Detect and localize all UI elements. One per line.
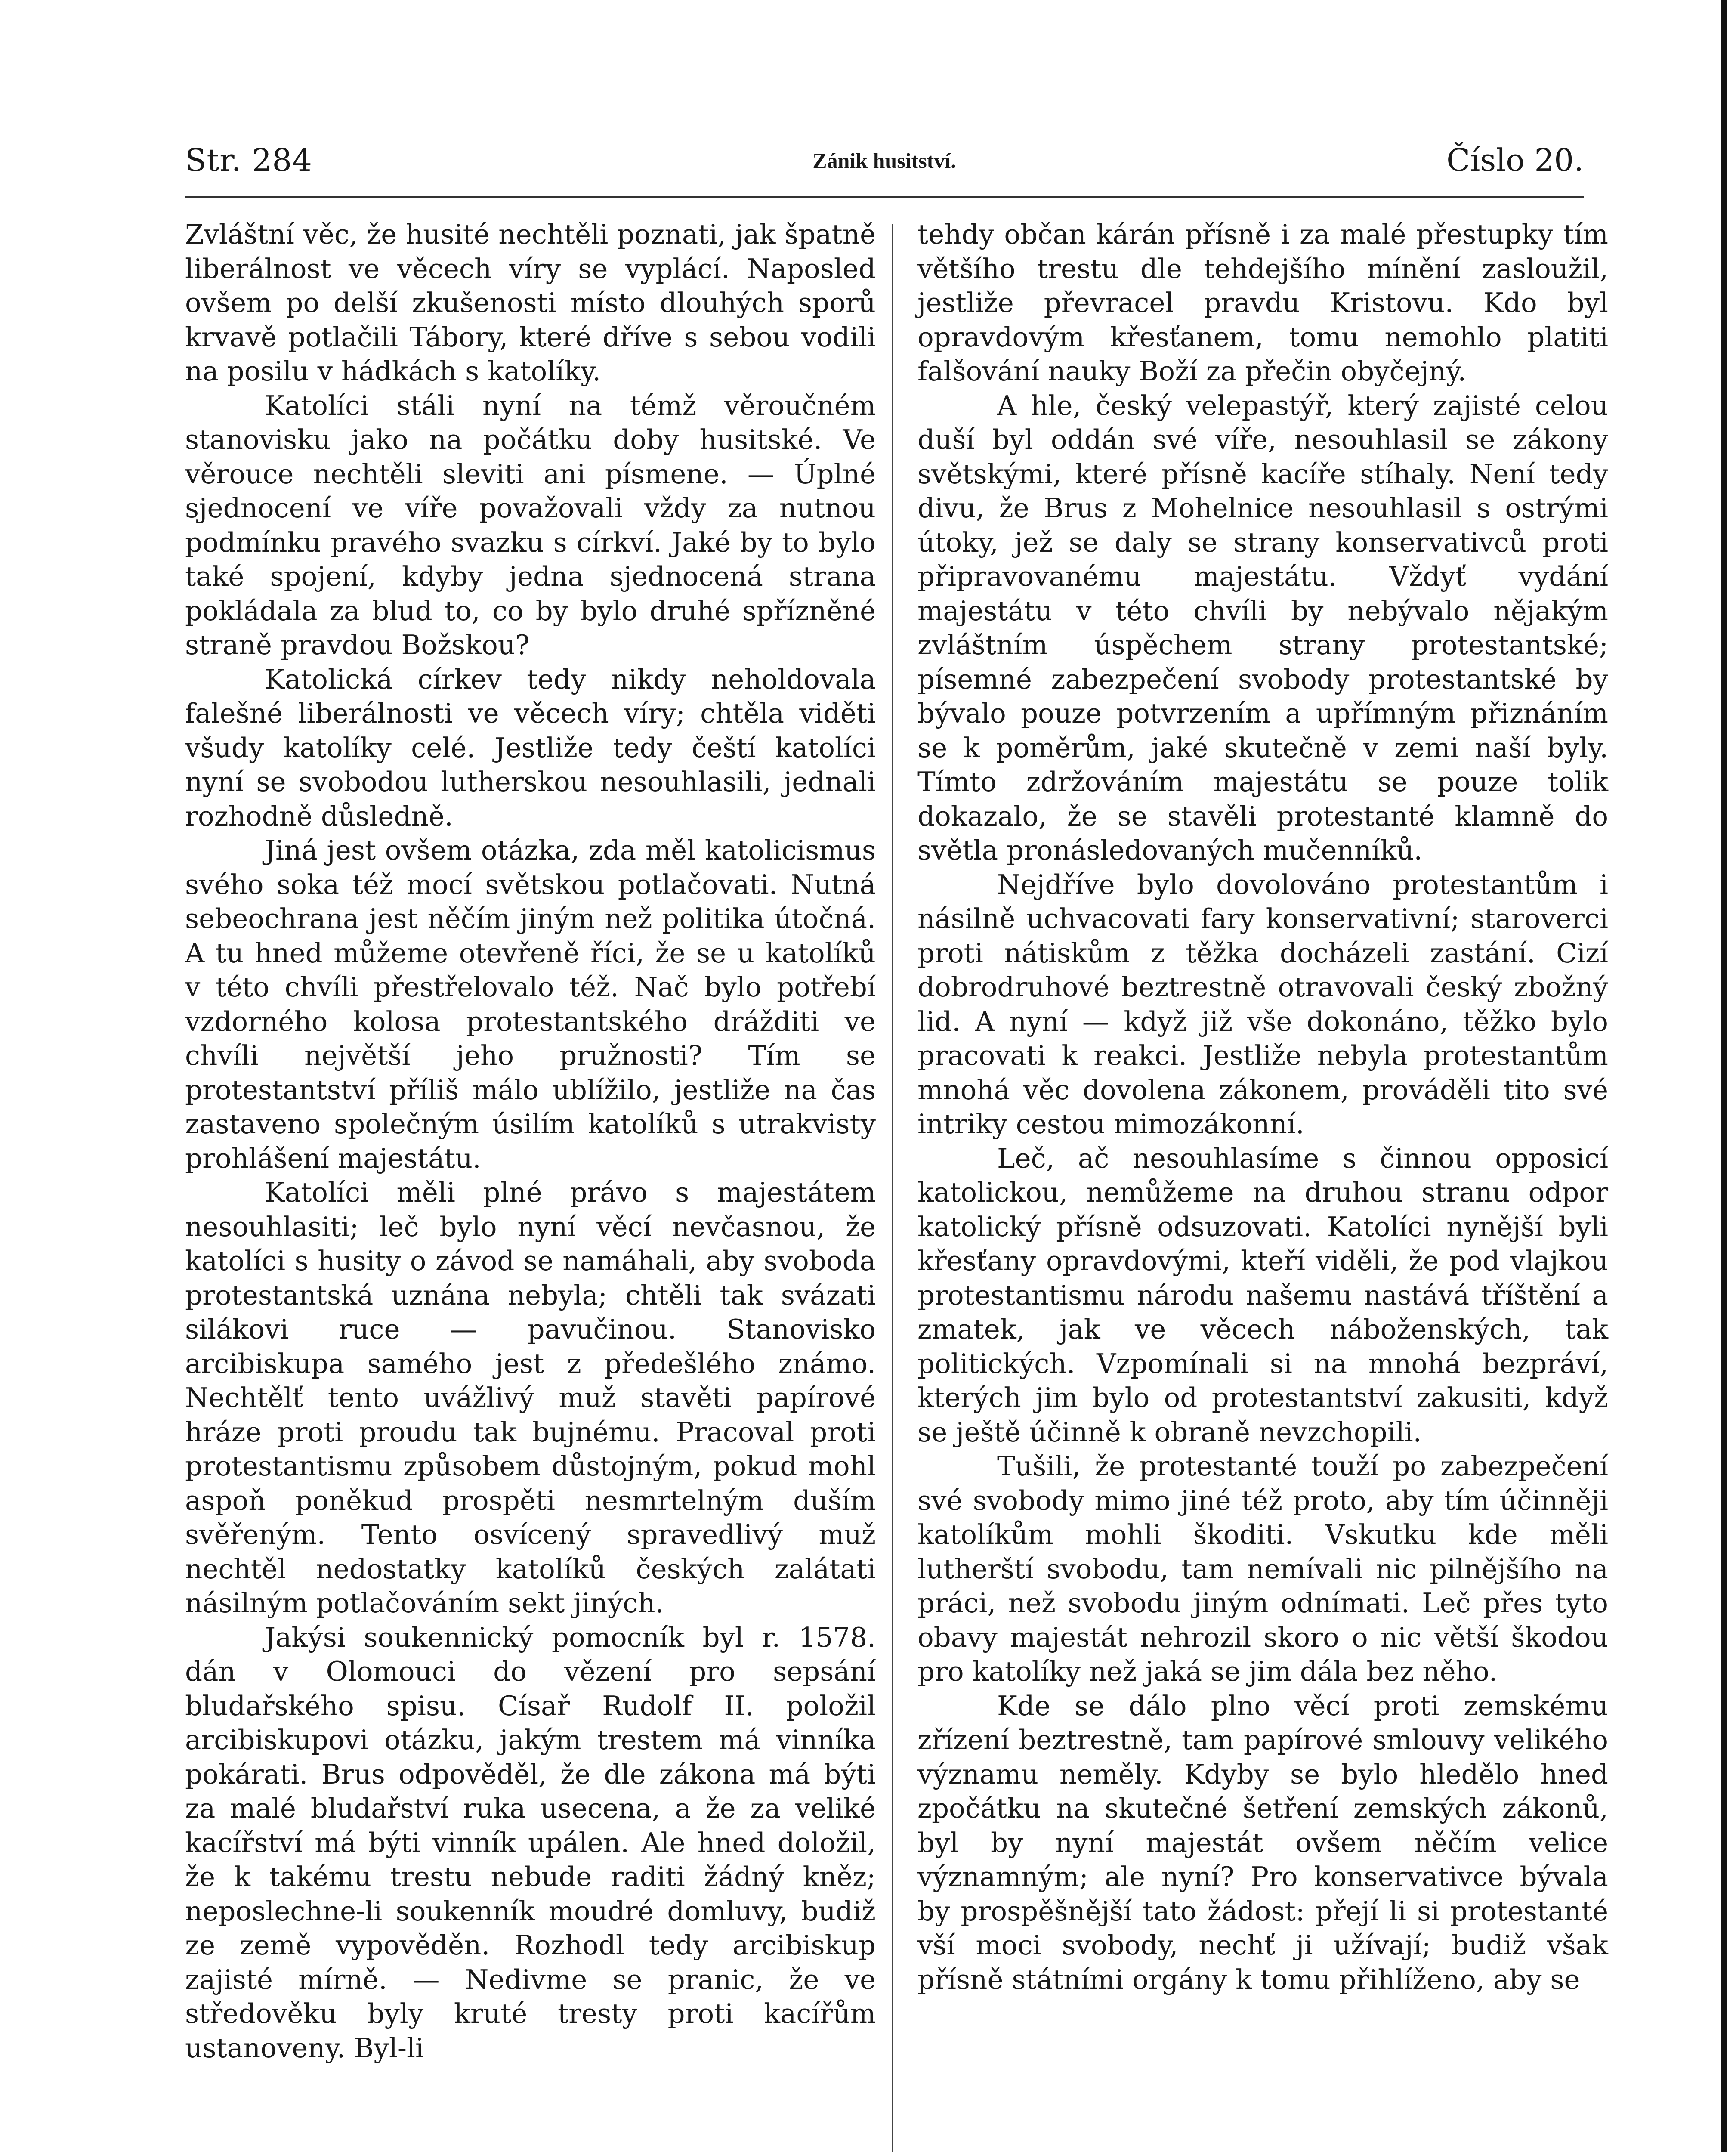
paragraph: Katolíci měli plné právo s majestátem nesouhlasiti; leč bylo nyní věcí nevčasnou, že katolíci s husity o závod se namáhali, aby svoboda protestantská uznána nebyla; chtěli tak svázati silákovi ruce — pavučinou. Stanovisko arcibiskupa samého jest z předešlého známo. Nechtělť tento uvážlivý muž stavěti papírové hráze proti proudu tak bujnému. Pracoval proti protestantismu způsobem důstojným, pokud mohl aspoň poněkud prospěti nesmrtelným duším svěřeným. Tento osvícený spravedlivý muž nechtěl nedostatky katolíků českých zalátati násilným potlačováním sekt jiných. [185,1177,876,1619]
paragraph: Kde se dálo plno věcí proti zemskému zřízení beztrestně, tam papírové smlouvy velikého významu neměly. Kdyby se bylo hledělo hned zpočátku na skutečné šetření zemských zákonů, byl by nyní majestát ovšem něčím velice významným; ale nyní? Pro konservativce bývala by prospěšnější tato žádost: přejí li si protestanté vší moci svobody, nechť ji užívají; budiž však přísně státními orgány k tomu přihlíženo, aby se [917,1690,1608,1995]
paragraph: A hle, český velepastýř, který zajisté celou duší byl oddán své víře, nesouhlasil se zákony světskými, které přísně kacíře stíhaly. Není tedy divu, že Brus z Mohelnice nesouhlasil s ostrými útoky, jež se daly se strany konservativců proti připravovanému majestátu. Vždyť vydání majestátu v této chvíli by nebývalo nějakým zvláštním úspěchem strany protestantské; písemné zabezpečení svobody protestantské by bývalo pouze potvrzením a upřímným přiznáním se k poměrům, jaké skutečně v zemi naší byly. Tímto zdržováním majestátu se pouze tolik dokazalo, že se stavěli protestanté klamně do světla pronásledovaných mučenníků. [917,390,1608,866]
paragraph: Nejdříve bylo dovolováno protestantům i násilně uchvacovati fary konservativní; staroverci proti nátiskům z těžka docházeli zastání. Cizí dobrodruhové beztrestně otravovali český zbožný lid. A nyní — když již vše dokonáno, těžko bylo pracovati k reakci. Jestliže nebyla protestantům mnohá věc dovolena zákonem, prováděli tito své intriky cestou mimozákonní. [917,869,1608,1140]
running-title: Zánik husitství. [812,148,956,173]
paragraph: tehdy občan kárán přísně i za malé přestupky tím většího trestu dle tehdejšího mínění zasloužil, jestliže převracel pravdu Kristovu. Kdo byl opravdovým křesťanem, tomu nemohlo platiti falšování nauky Boží za přečin obyčejný. [917,219,1608,387]
column-divider [892,224,893,2152]
page-header [185,142,1584,189]
paragraph: Tušili, že protestanté touží po zabezpečení své svobody mimo jiné též proto, aby tím účinněji katolíkům mohli škoditi. Vskutku kde měli lutherští svobodu, tam nemívali nic pilnějšího na práci, než svobodu jiným odnímati. Leč přes tyto obavy majestát nehrozil skoro o nic větší škodou pro katolíky než jaká se jim dála bez něho. [917,1450,1608,1687]
header-rule [185,196,1584,198]
paragraph: Katolická církev tedy nikdy neholdovala falešné liberálnosti ve věcech víry; chtěla viděti všudy katolíky celé. Jestliže tedy čeští katolíci nyní se svobodou lutherskou nesouhlasili, jednali rozhodně důsledně. [185,663,876,832]
paragraph: Katolíci stáli nyní na témž věroučném stanovisku jako na počátku doby husitské. Ve věrouce nechtěli sleviti ani písmene. — Úplné sjednocení ve víře považovali vždy za nutnou podmínku pravého svazku s církví. Jaké by to bylo také spojení, kdyby jedna sjednocená strana pokládala za blud to, co by bylo druhé spřízněné straně pravdou Božskou? [185,390,876,661]
right-column [917,217,1608,1997]
issue-number: Číslo 20. [1446,142,1584,178]
paragraph: Jakýsi soukennický pomocník byl r. 1578. dán v Olomouci do vězení pro sepsání bludařského spisu. Císař Rudolf II. položil arcibiskupovi otázku, jakým trestem má vinníka pokárati. Brus odpověděl, že dle zákona má býti za malé bludařství ruka useсena, a že za veliké kacířství má býti vinník upálen. Ale hned doložil, že k takému trestu nebude raditi žádný kněz; neposlechne-li soukenník moudré domluvy, budiž ze země vypověděn. Rozhodl tedy arcibiskup zajisté mírně. — Nedivme se pranic, že ve středověku byly kruté tresty proti kacířům ustanoveny. Byl-li [185,1621,876,2064]
paragraph: Zvláštní věc, že husité nechtěli poznati, jak špatně liberálnost ve věcech víry se vyplácí. Naposled ovšem po delší zkušenosti místo dlouhých sporů krvavě potlačili Tábory, které dříve s sebou vodili na posilu v hádkách s katolíky. [185,219,876,387]
page-number: Str. 284 [185,142,312,178]
paragraph: Leč, ač nesouhlasíme s činnou opposicí katolickou, nemůžeme na druhou stranu odpor katolický přísně odsuzovati. Katolíci nynější byli křesťany opravdovými, kteří viděli, že pod vlajkou protestantismu národu našemu nastává tříštění a zmatek, jak ve věcech náboženských, tak politických. Vzpomínali si na mnohá bezpráví, kterých jim bylo od protestantství zakusiti, když se ještě účinně k obraně nevzchopili. [917,1142,1608,1448]
scan-border [1721,0,1727,2152]
left-column [185,217,876,2065]
paragraph: Jiná jest ovšem otázka, zda měl katolicismus svého soka též mocí světskou potlačovati. Nutná sebeochrana jest něčím jiným než politika útočná. A tu hned můžeme otevřeně říci, že se u katolíků v této chvíli přestřelovalo též. Nač bylo potřebí vzdorného kolosa protestantského drážditi ve chvíli největší jeho pružnosti? Tím se protestantství příliš málo ublížilo, jestliže na čas zastaveno společným úsilím katolíků s utrakvisty prohlášení majestátu. [185,835,876,1174]
